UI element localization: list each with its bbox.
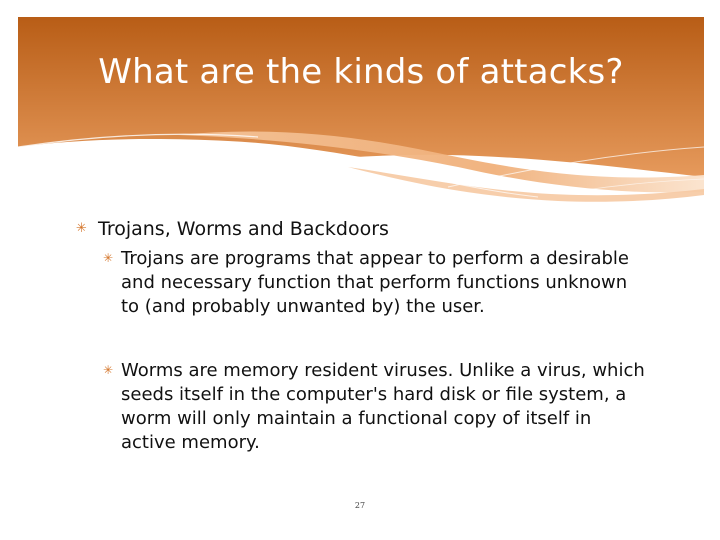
sub-bullet-text: Trojans are programs that appear to perform a desirable and necessary function that perform functions unknown to (and probably unwanted by) the user.	[121, 248, 629, 317]
bullet-item	[76, 217, 389, 242]
asterisk-bullet-icon: ✳	[103, 363, 114, 377]
sub-bullet-item	[103, 359, 646, 455]
bullet-text: Trojans, Worms and Backdoors	[98, 218, 389, 240]
page-number: 27	[354, 501, 366, 510]
asterisk-bullet-icon: ✳	[103, 251, 114, 265]
sub-bullet-item	[103, 247, 646, 319]
asterisk-bullet-icon: ✳	[76, 221, 87, 236]
slide-title: What are the kinds of attacks?	[98, 52, 624, 92]
sub-bullet-text: Worms are memory resident viruses. Unlike a virus, which seeds itself in the computer's hard disk or file system, a worm will only maintain a functional copy of itself in active memory.	[121, 360, 645, 453]
